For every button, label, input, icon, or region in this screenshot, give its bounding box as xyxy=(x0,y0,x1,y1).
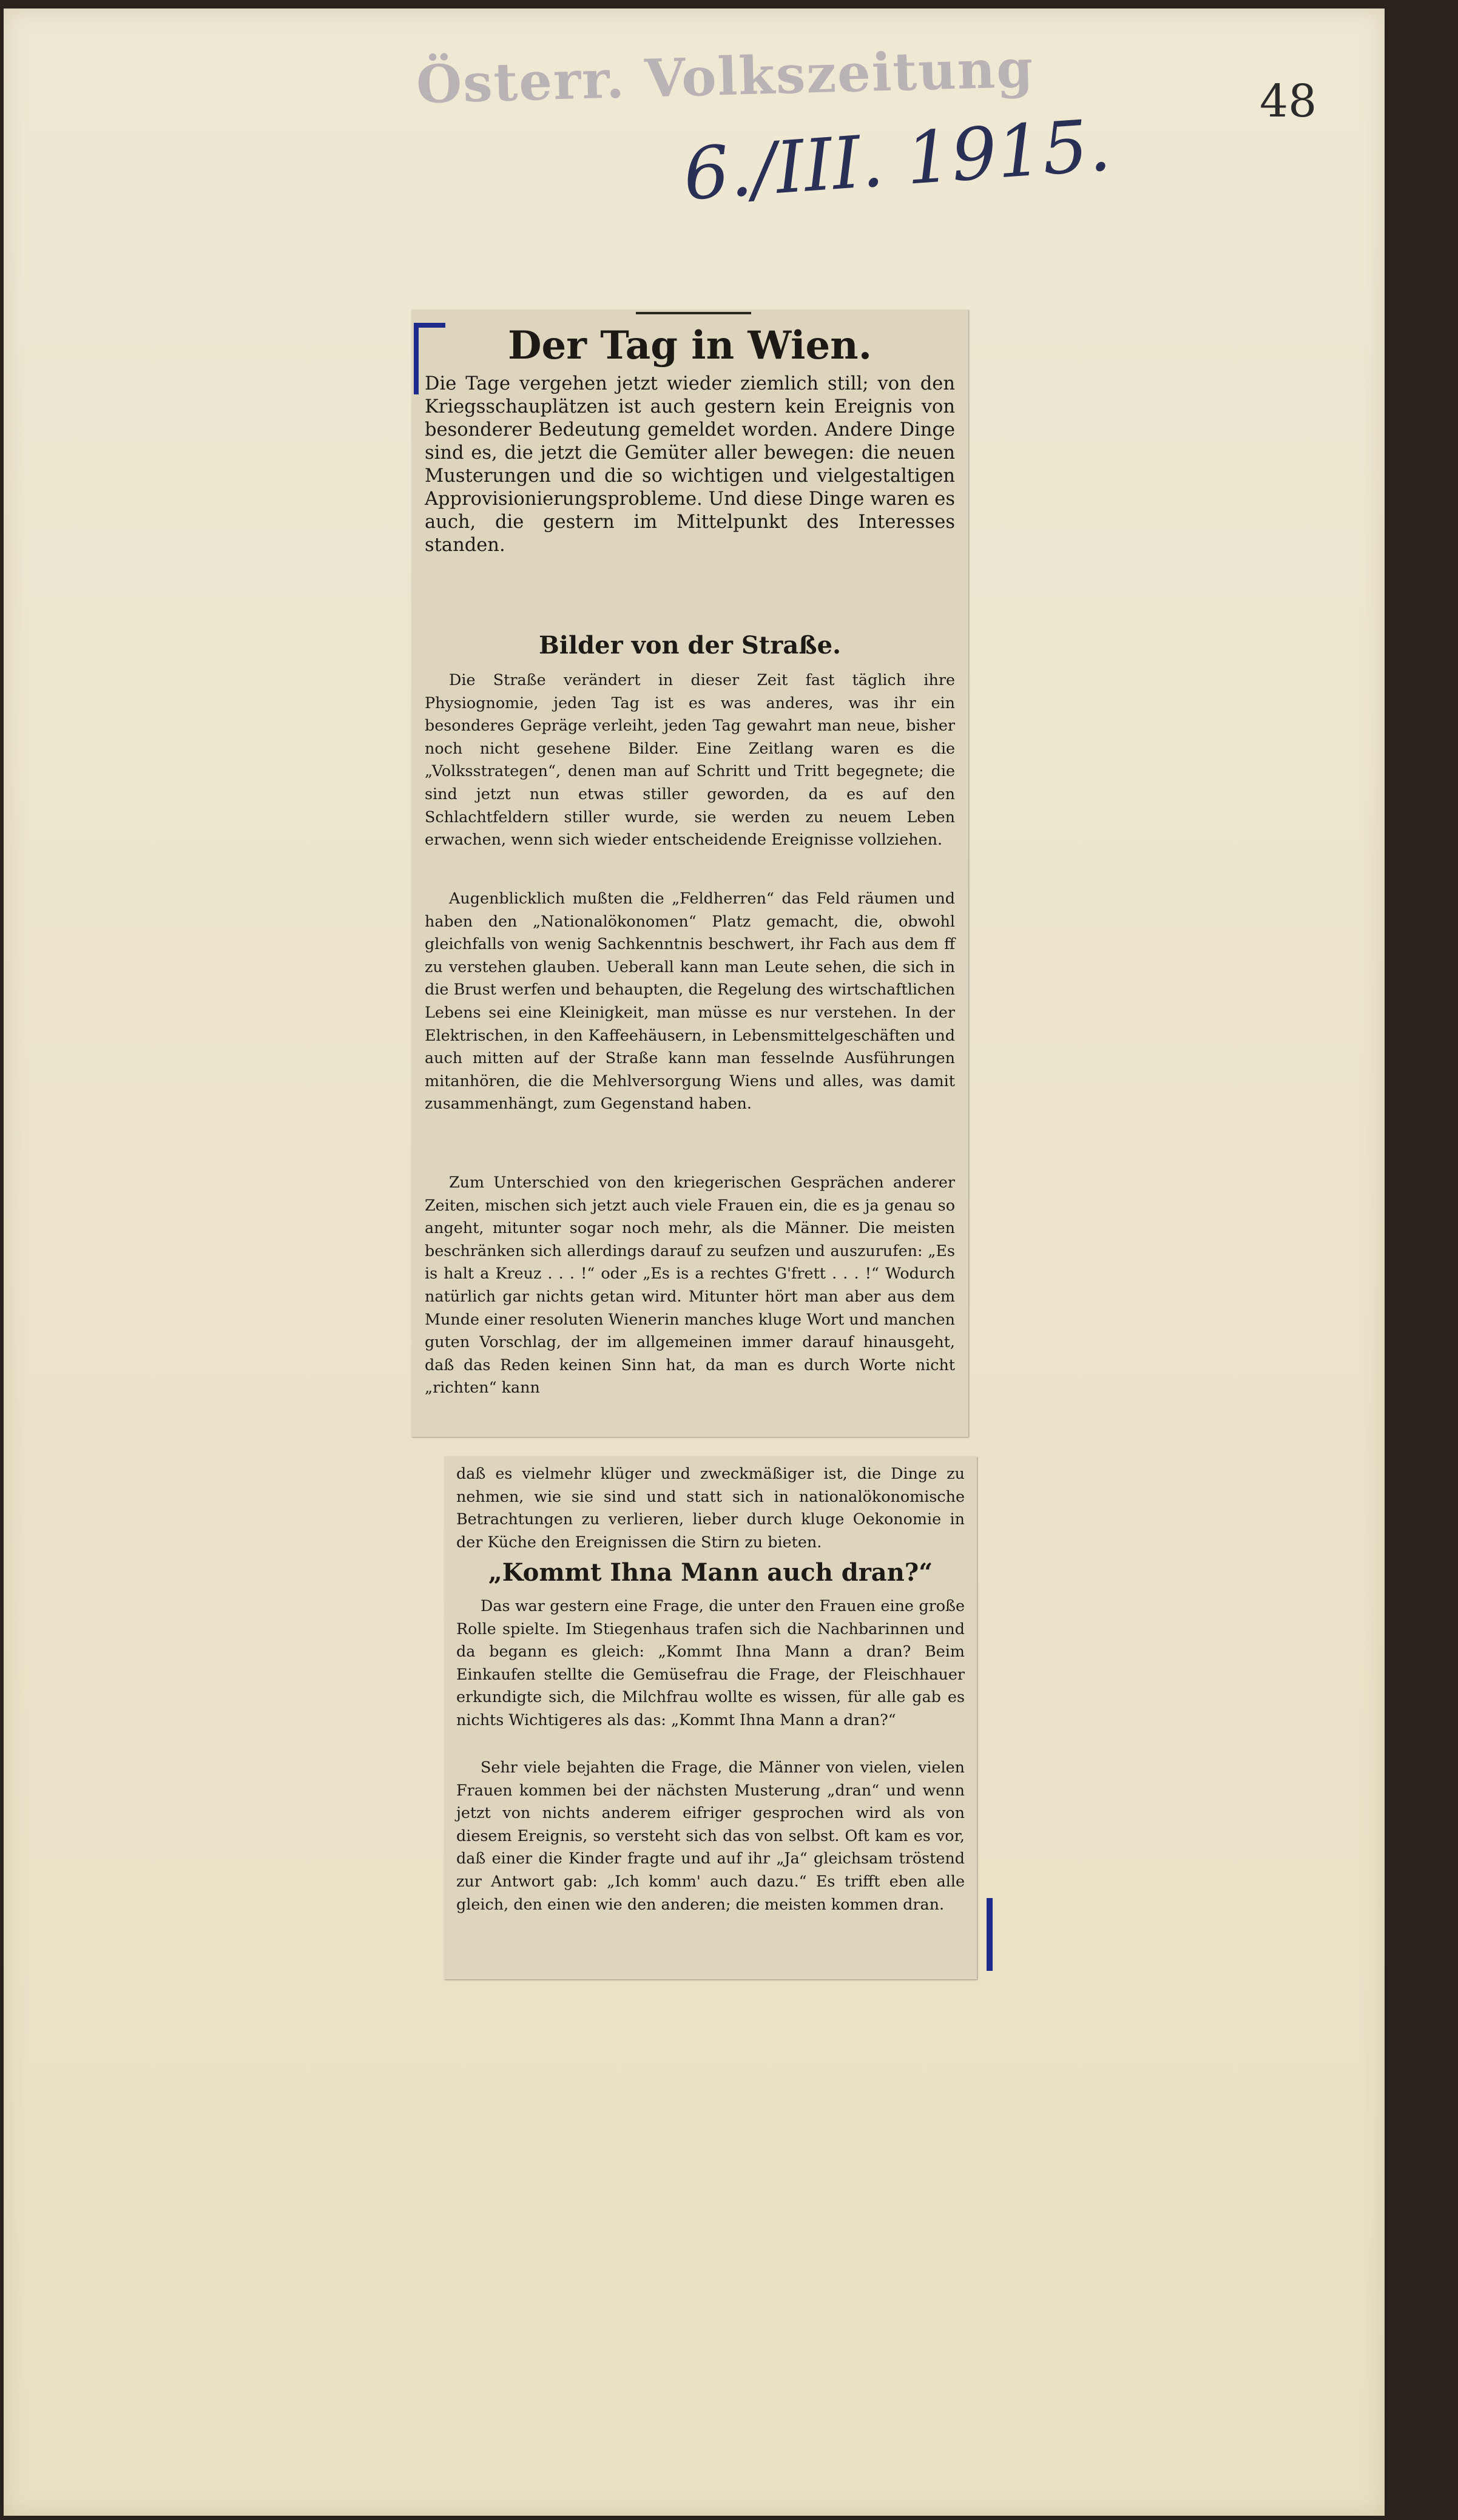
mann-paragraph-1: Das war gestern eine Frage, die unter den Frauen eine große Rolle spielte. Im Stiegenhaus trafen sich die Nachbarinnen und da begann es gleich: „Kommt Ihna Mann a dran? Beim Einkaufen stellte die Gemüsefrau die Frage, der Fleischhauer erkundigte sich, die Milchfrau wollte es wissen, für alle gab es nichts Wichtigeres als das: „Kommt Ihna Mann a dran?“ xyxy=(456,1596,965,1729)
newspaper-clipping-main xyxy=(411,309,968,1437)
street-paragraph-3: Zum Unterschied von den kriegerischen Gesprächen anderer Zeiten, mischen sich jetzt auch viele Frauen ein, die es ja genau so angeht, mitunter sogar noch mehr, als die Männer. Die meisten beschränken sich allerdings darauf zu seufzen und auszurufen: „Es is halt a Kreuz . . . !“ oder „Es is a rechtes G'frett . . . !“ Wodurch natürlich gar nichts getan wird. Mitunter hört man aber aus dem Munde einer resoluten Wienerin manches kluge Wort und manchen guten Vorschlag, der im allgemeinen immer darauf hinausgeht, daß das Reden keinen Sinn hat, da man es durch Worte nicht „richten“ kann xyxy=(425,1173,955,1397)
handwritten-date: 6./III. 1915. xyxy=(681,103,1113,217)
article-title: Der Tag in Wien. xyxy=(508,323,872,368)
section-heading-kommt-ihna-mann: „Kommt Ihna Mann auch dran?“ xyxy=(488,1558,933,1587)
page-number: 48 xyxy=(1260,75,1317,127)
mann-paragraph-2: Sehr viele bejahten die Frage, die Männer von vielen, vielen Frauen kommen bei der nächsten Musterung „dran“ und wenn jetzt von nichts anderem eifriger gesprochen wird als von diesem Ereignis, so versteht sich das von selbst. Oft kam es vor, daß einer die Kinder fragte und auf ihr „Ja“ gleichsam tröstend zur Antwort gab: „Ich komm' auch dazu.“ Es trifft eben alle gleich, den einen wie den anderen; die meisten kommen dran. xyxy=(456,1758,965,1913)
newspaper-stamp: Österr. Volkszeitung xyxy=(415,38,1035,116)
street-paragraph-1: Die Straße verändert in dieser Zeit fast täglich ihre Physiognomie, jeden Tag ist es was anderes, was ihr ein besonderes Gepräge verleiht, jeden Tag gewahrt man neue, bisher noch nicht gesehene Bilder. Eine Zeitlang waren es die „Volksstrategen“, denen man auf Schritt und Tritt begegnete; die sind jetzt nun etwas stiller geworden, da es auf den Schlachtfeldern stiller wurde, sie werden zu neuem Leben erwachen, wenn sich wieder entscheidende Ereignisse vollziehen. xyxy=(425,671,955,849)
article-lead: Die Tage vergehen jetzt wieder ziemlich still; von den Kriegsschauplätzen ist auch gestern kein Ereignis von besonderer Bedeutung gemeldet worden. Andere Dinge sind es, die jetzt die Gemüter aller bewegen: die neuen Musterungen und die so wichtigen und vielgestaltigen Approvisionierungsprobleme. Und diese Dinge waren es auch, die gestern im Mittelpunkt des Interesses standen. xyxy=(425,373,955,556)
top-rule xyxy=(636,312,751,314)
blue-pencil-side-mark xyxy=(987,1898,993,1971)
blue-pencil-corner-mark xyxy=(414,323,445,394)
newspaper-clipping-continuation xyxy=(444,1456,977,1979)
section-heading-street: Bilder von der Straße. xyxy=(538,631,842,660)
continuation-paragraph: daß es vielmehr klüger und zweckmäßiger ist, die Dinge zu nehmen, wie sie sind und statt sich in nationalökonomische Betrachtungen zu verlieren, lieber durch kluge Oekonomie in der Küche den Ereignissen die Stirn zu bieten. xyxy=(456,1464,965,1551)
street-paragraph-2: Augenblicklich mußten die „Feldherren“ das Feld räumen und haben den „Nationalökonomen“ Platz gemacht, die, obwohl gleichfalls von wenig Sachkenntnis beschwert, ihr Fach aus dem ff zu verstehen glauben. Ueberall kann man Leute sehen, die sich in die Brust werfen und behaupten, die Regelung des wirtschaftlichen Lebens sei eine Kleinigkeit, man müsse es nur verstehen. In der Elektrischen, in den Kaffeehäusern, in Lebensmittelgeschäften und auch mitten auf der Straße kann man fesselnde Ausführungen mitanhören, die die Mehlversorgung Wiens und alles, was damit zusammenhängt, zum Gegenstand haben. xyxy=(425,889,955,1113)
